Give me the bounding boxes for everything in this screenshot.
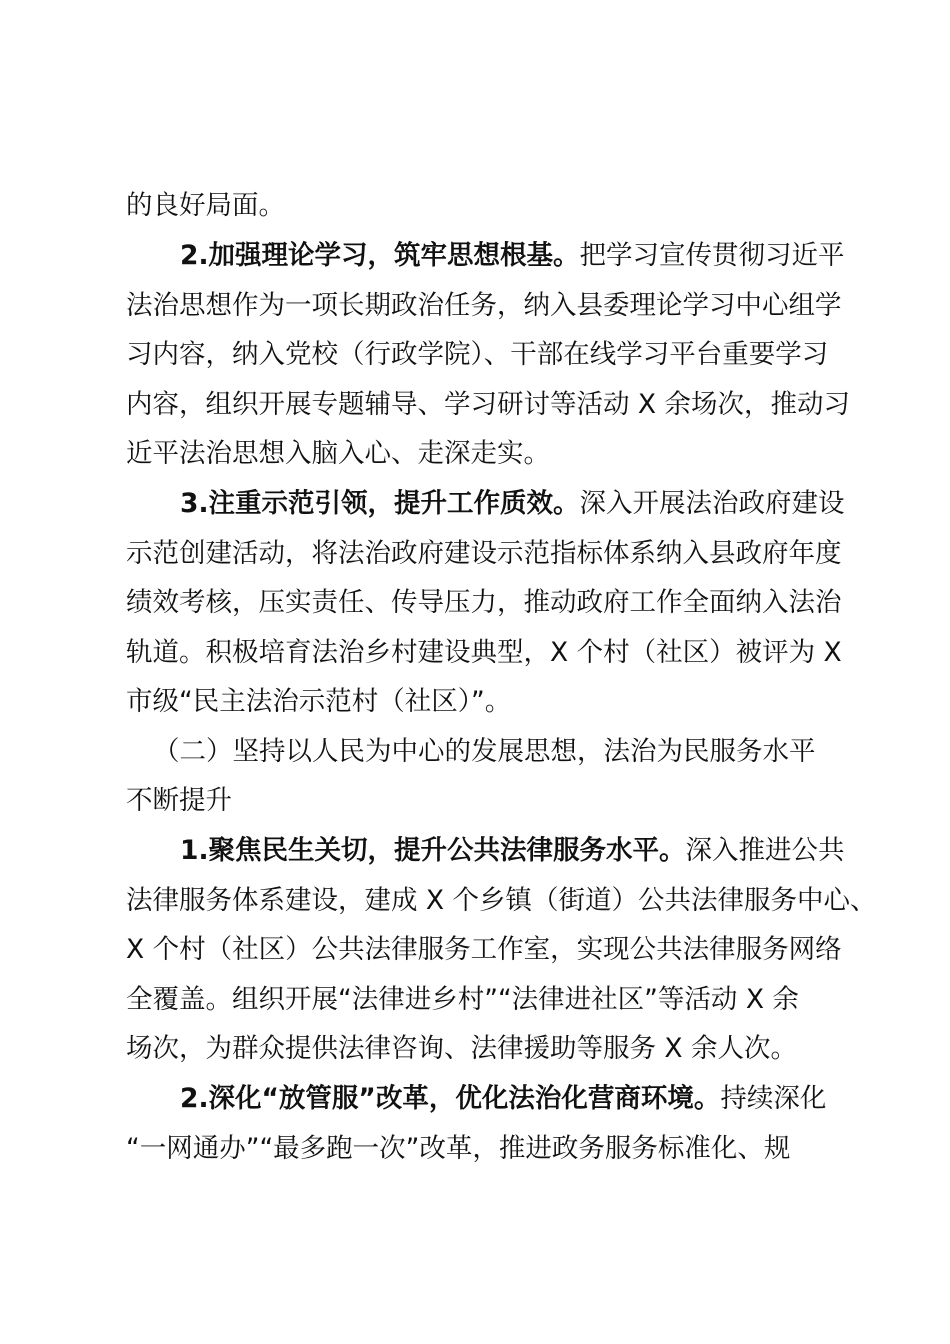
body-line <box>126 332 836 378</box>
subheading-paragraph-start <box>180 233 845 279</box>
line-text: 示范创建活动，将法治政府建设示范指标体系纳入县政府年度 <box>126 538 842 569</box>
body-line <box>126 1026 836 1072</box>
section-heading <box>153 729 836 775</box>
subheading-text: 3.注重示范引领，提升工作质效。 <box>180 488 580 519</box>
line-text: 场次，为群众提供法律咨询、法律援助等服务 X 余人次。 <box>126 1033 798 1064</box>
line-text: 轨道。积极培育法治乡村建设典型，X 个村（社区）被评为 X <box>126 637 842 668</box>
body-line <box>126 283 842 329</box>
subheading-text: 2.加强理论学习，筑牢思想根基。 <box>180 240 580 271</box>
body-line <box>126 1126 836 1172</box>
line-text: 把学习宣传贯彻习近平 <box>579 240 845 271</box>
subheading-text: 1.聚焦民生关切，提升公共法律服务水平。 <box>180 835 686 866</box>
line-text: 法治思想作为一项长期政治任务，纳入县委理论学习中心组学 <box>126 290 842 321</box>
line-text: 法律服务体系建设，建成 X 个乡镇（街道）公共法律服务中心、 <box>126 885 877 916</box>
subheading-text: 2.深化“放管服”改革，优化法治化营商环境。 <box>180 1083 721 1114</box>
line-text: 绩效考核，压实责任、传导压力，推动政府工作全面纳入法治 <box>126 587 842 618</box>
body-line <box>126 382 851 428</box>
body-line <box>126 531 842 577</box>
subheading-paragraph-start <box>180 481 845 527</box>
line-text: 全覆盖。组织开展“法律进乡村”“法律进社区”等活动 X 余 <box>126 984 799 1015</box>
body-line <box>126 630 842 676</box>
line-text: 深入推进公共 <box>685 835 845 866</box>
body-line <box>126 183 836 229</box>
line-text: 习内容，纳入党校（行政学院）、干部在线学习平台重要学习 <box>126 339 829 370</box>
subheading-paragraph-start <box>180 828 845 874</box>
body-line <box>126 580 842 626</box>
line-text: X 个村（社区）公共法律服务工作室，实现公共法律服务网络 <box>126 934 842 965</box>
line-text: 不断提升 <box>126 785 232 816</box>
body-line <box>126 778 836 824</box>
body-line <box>126 927 842 973</box>
line-text: 的良好局面。 <box>126 190 285 221</box>
subheading-paragraph-start <box>180 1076 836 1122</box>
line-text: 市级“民主法治示范村（社区）”。 <box>126 686 512 717</box>
body-line <box>126 679 836 725</box>
line-text: 深入开展法治政府建设 <box>579 488 845 519</box>
line-text: 持续深化 <box>720 1083 827 1114</box>
body-line <box>126 878 877 924</box>
body-line <box>126 977 836 1023</box>
line-text: “一网通办”“最多跑一次”改革，推进政务服务标准化、规 <box>126 1133 791 1164</box>
line-text: （二）坚持以人民为中心的发展思想，法治为民服务水平 <box>153 736 816 767</box>
line-text: 内容，组织开展专题辅导、学习研讨等活动 X 余场次，推动习 <box>126 389 851 420</box>
line-text: 近平法治思想入脑入心、走深走实。 <box>126 438 550 469</box>
body-line <box>126 431 836 477</box>
